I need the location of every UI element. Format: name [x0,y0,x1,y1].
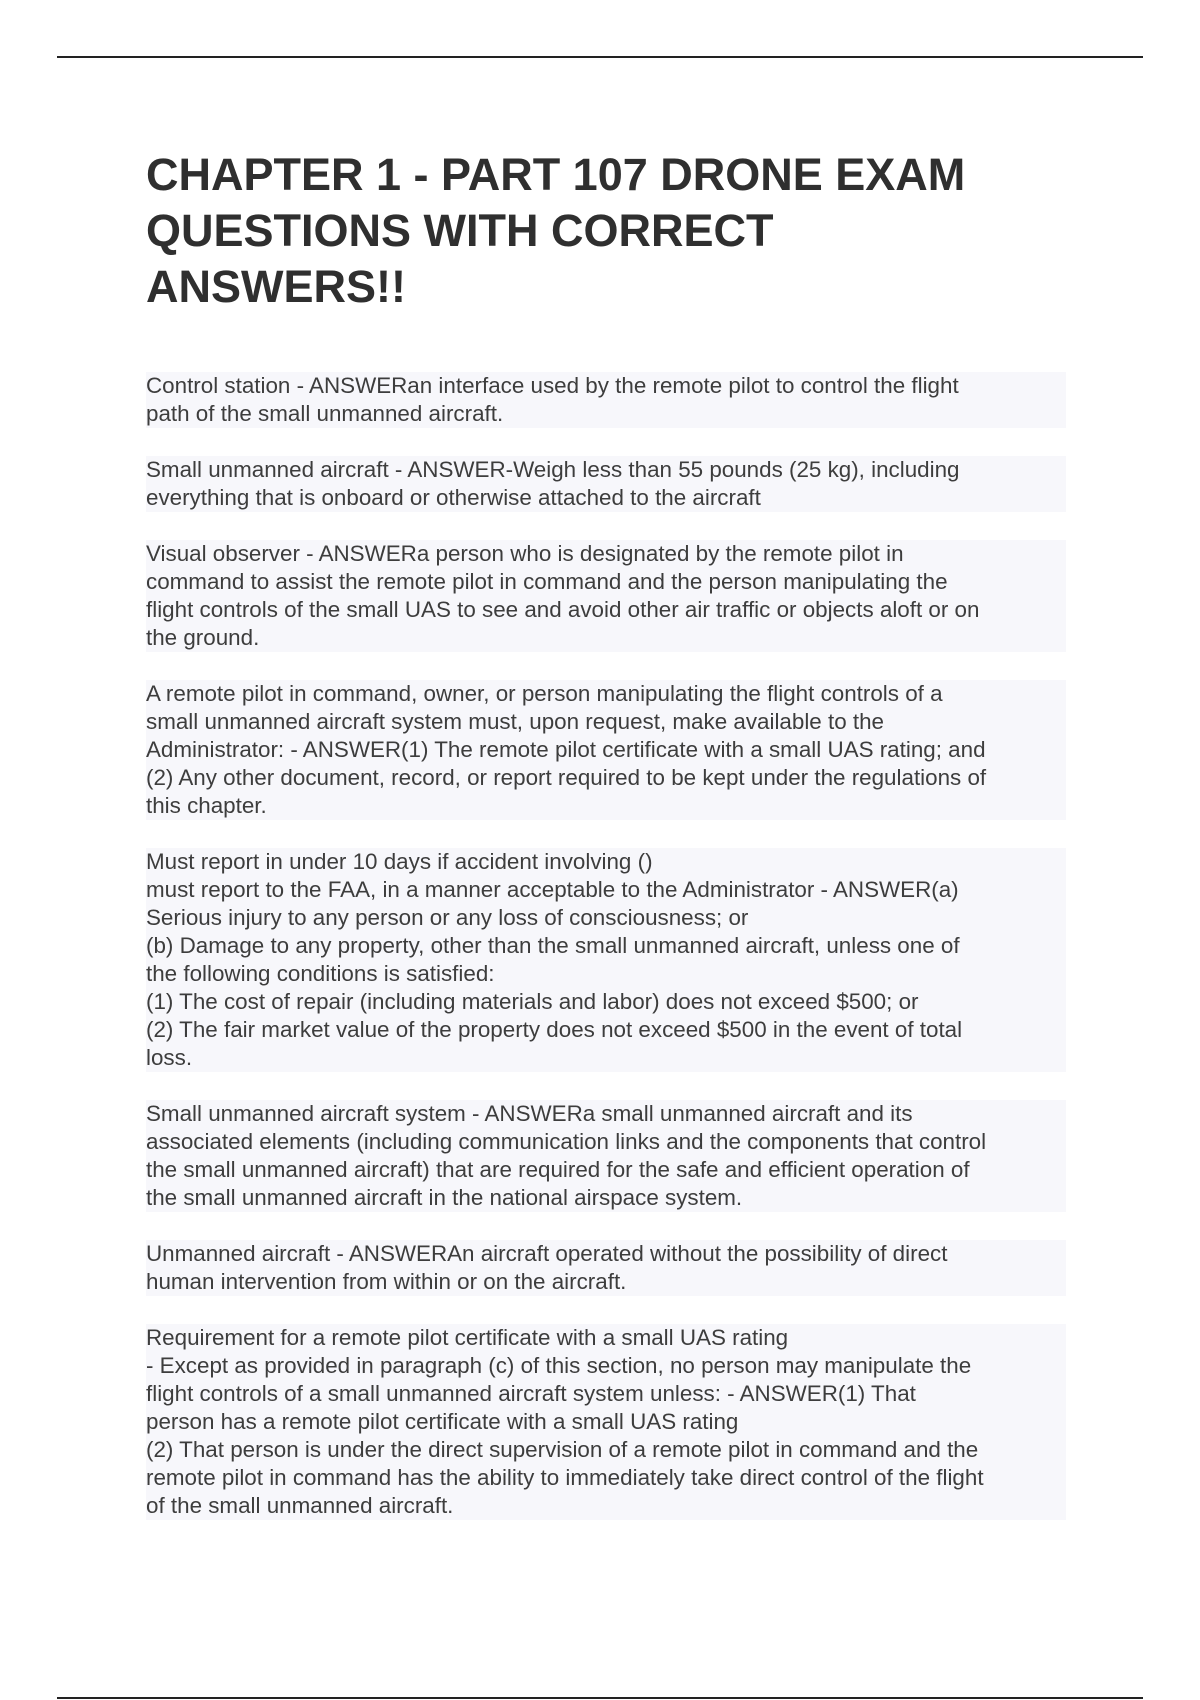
qa-text-line: remote pilot in command has the ability to immediately take direct control of the flight [146,1465,984,1490]
document-body [146,147,1066,1548]
qa-item [146,1324,1066,1520]
qa-text-line: flight controls of the small UAS to see and avoid other air traffic or objects aloft or on [146,597,980,622]
qa-text-line: Unmanned aircraft - ANSWERAn aircraft operated without the possibility of direct [146,1241,948,1266]
qa-text-line: path of the small unmanned aircraft. [146,401,504,426]
qa-text-line: Visual observer - ANSWERa person who is designated by the remote pilot in [146,541,904,566]
qa-text-line: this chapter. [146,793,267,818]
qa-text-line: (b) Damage to any property, other than the small unmanned aircraft, unless one of [146,933,960,958]
title-line: QUESTIONS WITH CORRECT [146,205,774,256]
qa-text-line: small unmanned aircraft system must, upon request, make available to the [146,709,885,734]
qa-item [146,372,1066,428]
top-rule [57,56,1143,58]
qa-list [146,372,1066,1520]
qa-text-line: the ground. [146,625,260,650]
qa-text-line: everything that is onboard or otherwise attached to the aircraft [146,485,761,510]
qa-text-line: the following conditions is satisfied: [146,961,495,986]
title-line: CHAPTER 1 - PART 107 DRONE EXAM [146,149,966,200]
qa-text-line: the small unmanned aircraft) that are required for the safe and efficient operation of [146,1157,970,1182]
qa-text-line: loss. [146,1045,193,1070]
qa-item [146,540,1066,652]
qa-text-line: (2) The fair market value of the property does not exceed $500 in the event of total [146,1017,963,1042]
qa-item [146,848,1066,1072]
qa-item [146,1240,1066,1296]
qa-text-line: Requirement for a remote pilot certificate with a small UAS rating [146,1325,789,1350]
qa-text-line: human intervention from within or on the aircraft. [146,1269,627,1294]
qa-text-line: of the small unmanned aircraft. [146,1493,454,1518]
bottom-rule [57,1697,1143,1699]
qa-text-line: command to assist the remote pilot in command and the person manipulating the [146,569,948,594]
qa-text-line: (2) That person is under the direct supervision of a remote pilot in command and the [146,1437,979,1462]
qa-text-line: the small unmanned aircraft in the national airspace system. [146,1185,743,1210]
qa-item [146,1100,1066,1212]
qa-text-line: Control station - ANSWERan interface used by the remote pilot to control the flight [146,373,959,398]
qa-text-line: person has a remote pilot certificate with a small UAS rating [146,1409,739,1434]
qa-item [146,680,1066,820]
title-line: ANSWERS!! [146,261,406,312]
qa-text-line: Small unmanned aircraft - ANSWER-Weigh less than 55 pounds (25 kg), including [146,457,960,482]
qa-text-line: Small unmanned aircraft system - ANSWERa small unmanned aircraft and its [146,1101,913,1126]
document-title [146,147,1066,315]
qa-text-line: Serious injury to any person or any loss of consciousness; or [146,905,749,930]
qa-text-line: A remote pilot in command, owner, or person manipulating the flight controls of a [146,681,943,706]
qa-text-line: Administrator: - ANSWER(1) The remote pilot certificate with a small UAS rating; and [146,737,986,762]
qa-text-line: Must report in under 10 days if accident involving () [146,849,653,874]
qa-text-line: must report to the FAA, in a manner acceptable to the Administrator - ANSWER(a) [146,877,959,902]
qa-item [146,456,1066,512]
qa-text-line: flight controls of a small unmanned aircraft system unless: - ANSWER(1) That [146,1381,916,1406]
qa-text-line: associated elements (including communication links and the components that control [146,1129,987,1154]
qa-text-line: - Except as provided in paragraph (c) of this section, no person may manipulate the [146,1353,972,1378]
qa-text-line: (2) Any other document, record, or report required to be kept under the regulations of [146,765,987,790]
qa-text-line: (1) The cost of repair (including materials and labor) does not exceed $500; or [146,989,919,1014]
